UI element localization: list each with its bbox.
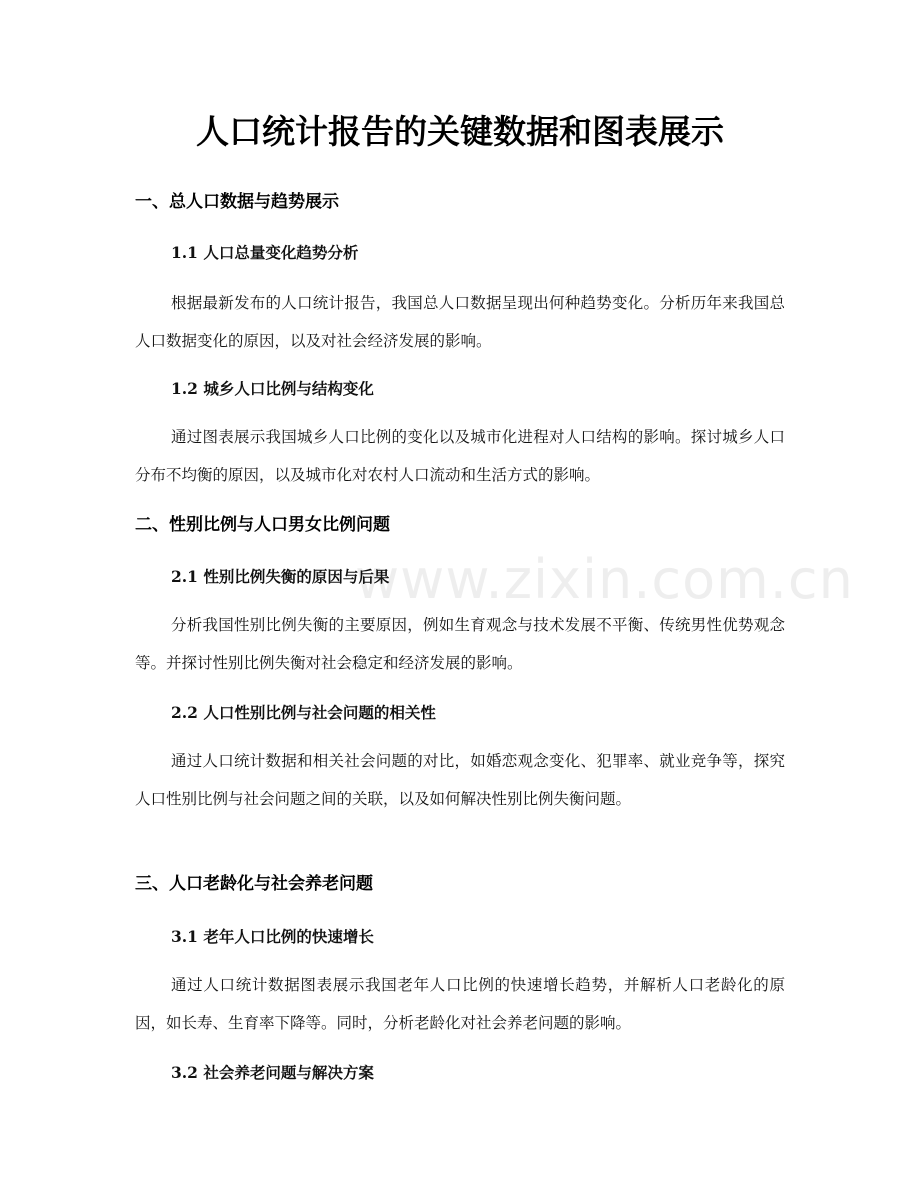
subsection-heading-3-2: 3.2 社会养老问题与解决方案: [171, 1063, 374, 1082]
subsection-heading-1-1: 1.1 人口总量变化趋势分析: [171, 243, 359, 262]
paragraph-1-2: 通过图表展示我国城乡人口比例的变化以及城市化进程对人口结构的影响。探讨城乡人口分布不均衡的原因，以及城市化对农村人口流动和生活方式的影响。: [135, 428, 785, 484]
paragraph-1-1: 根据最新发布的人口统计报告，我国总人口数据呈现出何种趋势变化。分析历年来我国总人口数据变化的原因，以及对社会经济发展的影响。: [135, 294, 785, 350]
subsection-heading-2-1: 2.1 性别比例失衡的原因与后果: [171, 567, 390, 586]
paragraph-2-2: 通过人口统计数据和相关社会问题的对比，如婚恋观念变化、犯罪率、就业竞争等，探究人口性别比例与社会问题之间的关联，以及如何解决性别比例失衡问题。: [135, 752, 785, 808]
subsection-heading-2-2: 2.2 人口性别比例与社会问题的相关性: [171, 703, 436, 722]
paragraph-3-1: 通过人口统计数据图表展示我国老年人口比例的快速增长趋势，并解析人口老龄化的原因，如长寿、生育率下降等。同时，分析老龄化对社会养老问题的影响。: [135, 976, 785, 1032]
section-heading-2: 二、性别比例与人口男女比例问题: [135, 515, 390, 535]
section-heading-3: 三、人口老龄化与社会养老问题: [135, 874, 373, 894]
subsection-heading-3-1: 3.1 老年人口比例的快速增长: [171, 927, 374, 946]
watermark: www.zixin.com.cn: [355, 548, 854, 611]
paragraph-2-1: 分析我国性别比例失衡的主要原因，例如生育观念与技术发展不平衡、传统男性优势观念等。并探讨性别比例失衡对社会稳定和经济发展的影响。: [135, 616, 785, 672]
section-heading-1: 一、总人口数据与趋势展示: [135, 192, 339, 212]
subsection-heading-1-2: 1.2 城乡人口比例与结构变化: [171, 379, 374, 398]
document-title: 人口统计报告的关键数据和图表展示: [196, 112, 724, 151]
